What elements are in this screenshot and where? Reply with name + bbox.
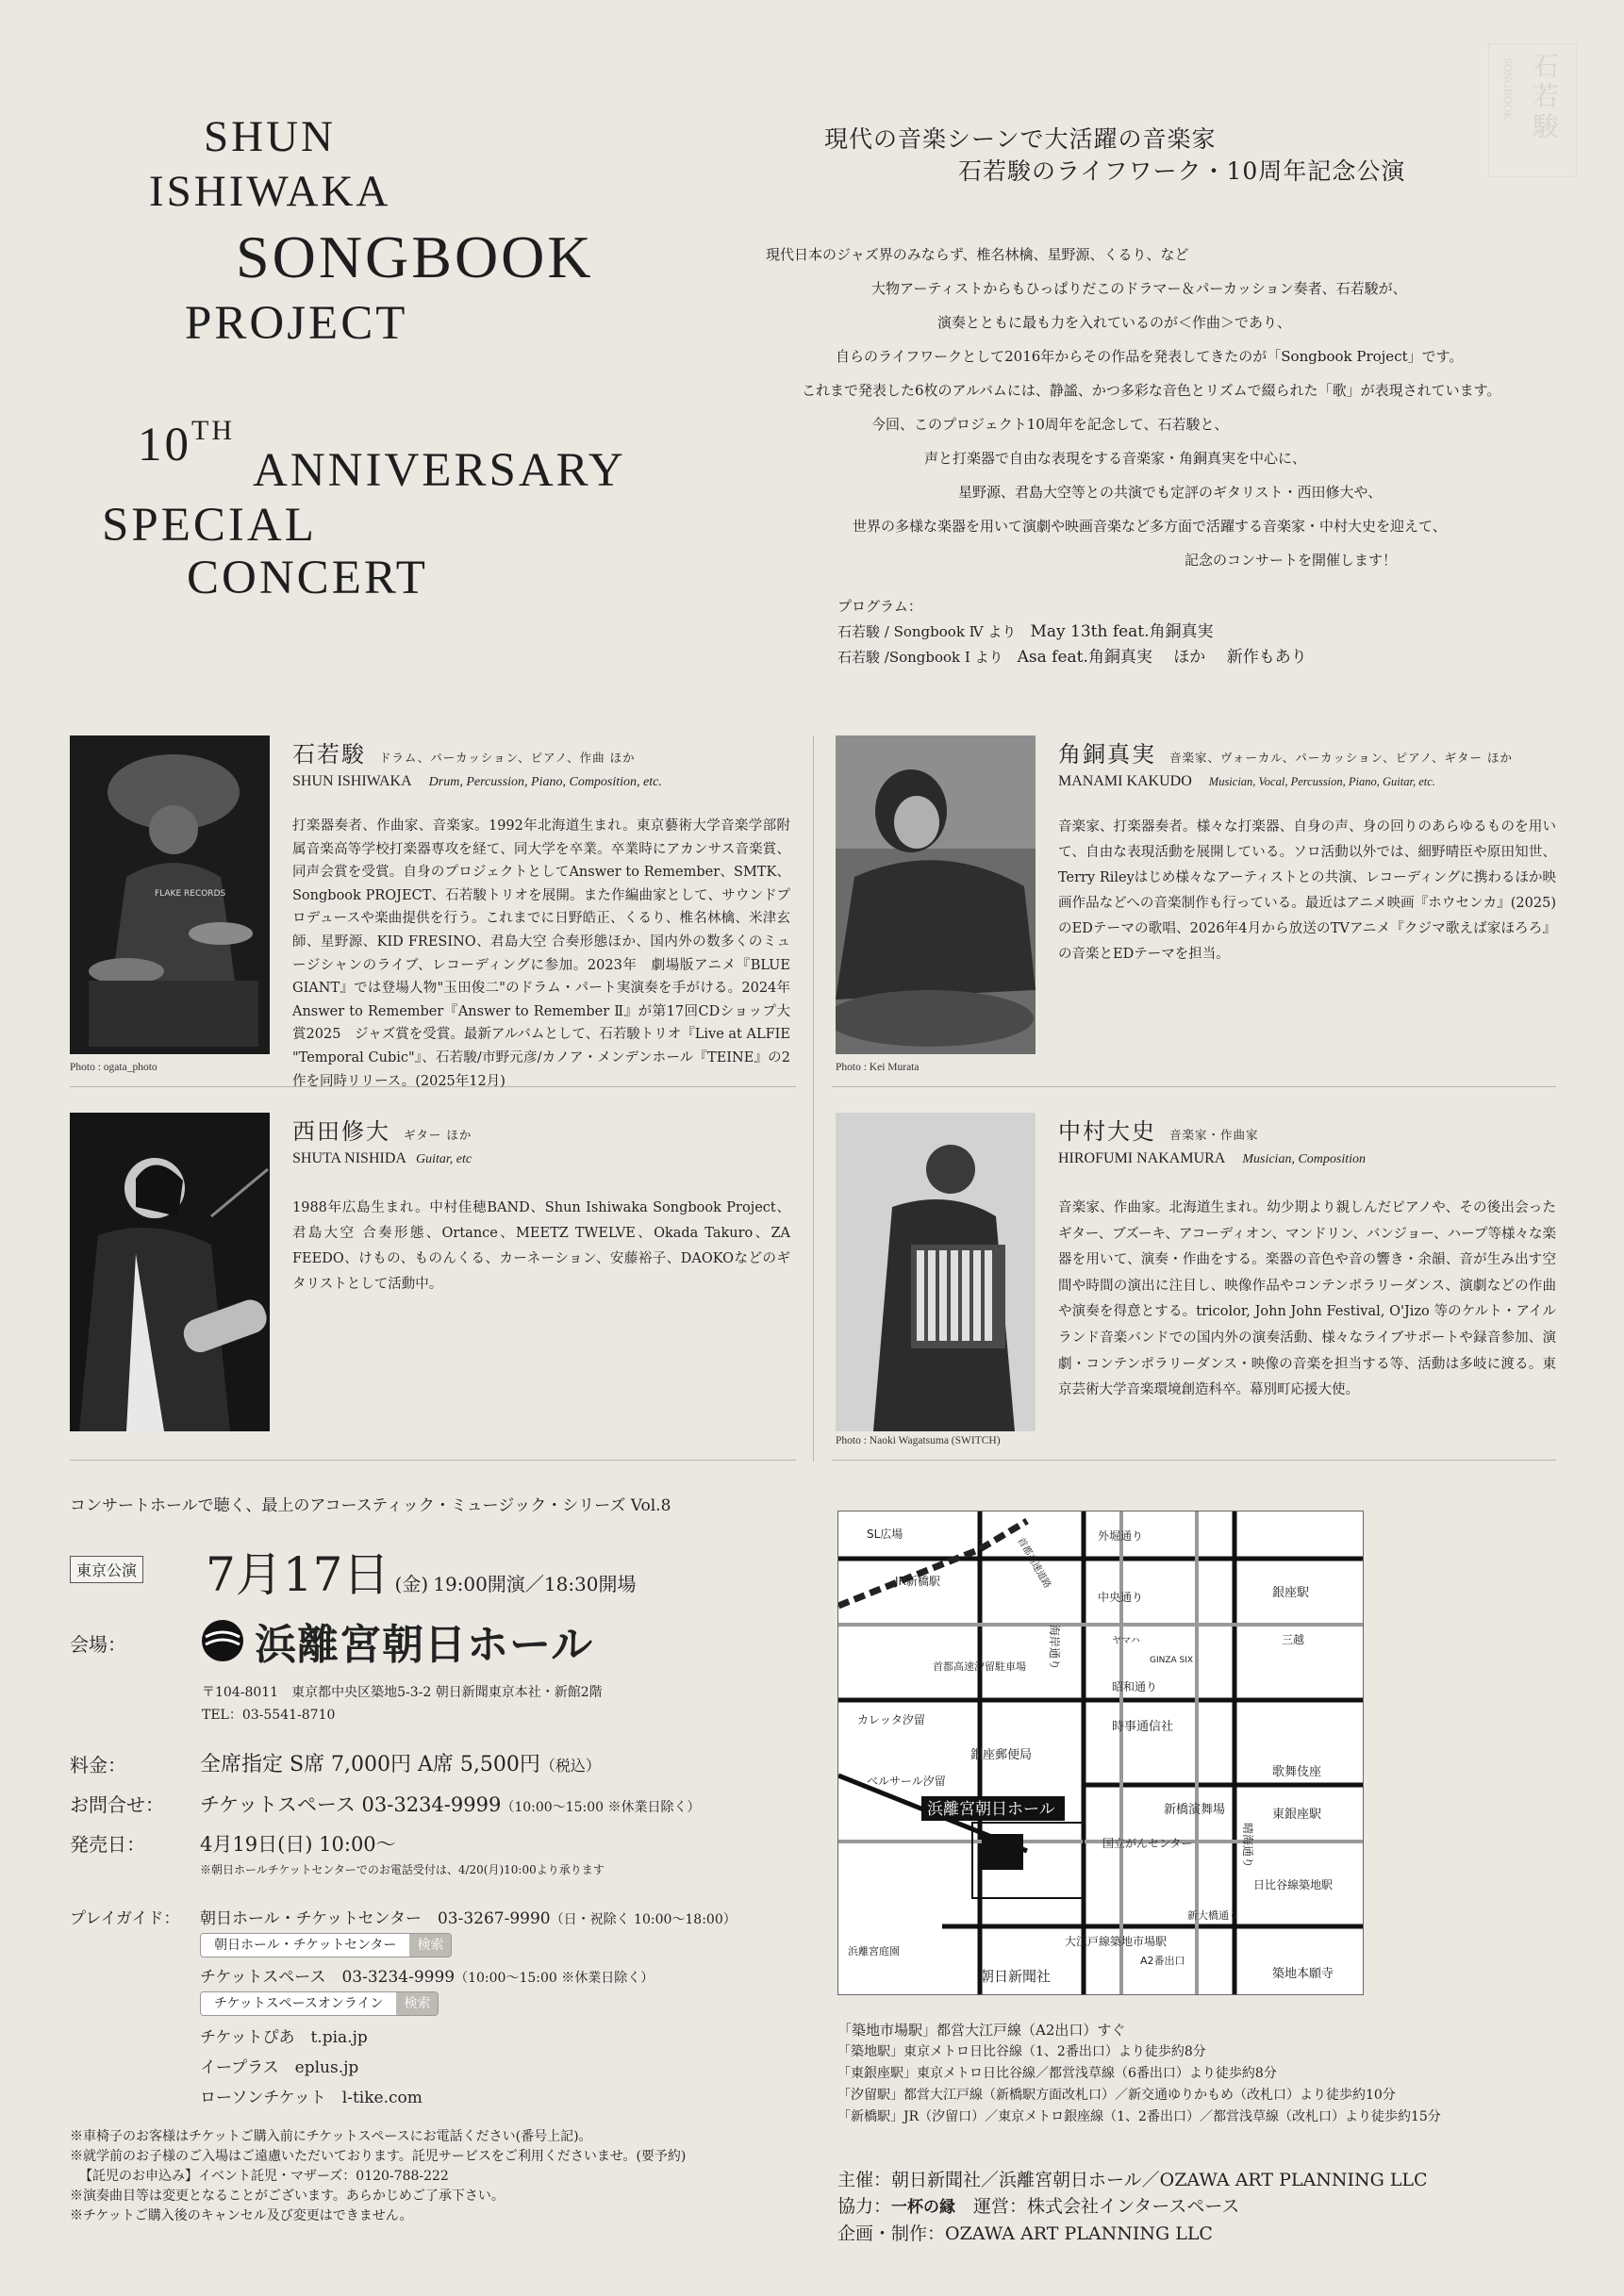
date-times: 19:00開演／18:30開場 xyxy=(433,1573,637,1595)
date-weekday: (金) xyxy=(394,1573,429,1595)
title-project: PROJECT xyxy=(185,297,408,350)
map-higashi-ginza: 東銀座駅 xyxy=(1272,1808,1322,1822)
map-sotobori: 外堀通り xyxy=(1098,1529,1144,1543)
anniv-num: 10 xyxy=(138,419,191,471)
map-caretta: カレッタ汐留 xyxy=(857,1713,925,1726)
photo-credit-ishiwaka: Photo : ogata_photo xyxy=(70,1062,157,1073)
map-hibiya: 日比谷線築地駅 xyxy=(1253,1878,1334,1891)
artist-bio-nishida: 1988年広島生まれ。中村佳穂BAND、Shun Ishiwaka Songbook Project、君島大空 合奏形態、Ortance、MEETZ TWELVE、Okada Takuro、ZA FEEDO、けもの、ものんくる、カーネーション、安藤裕子、DAOKOなどのギタリストとして活動中。 xyxy=(292,1200,790,1292)
coop-logo: 一杯の縁 xyxy=(891,2198,956,2217)
artist-name-en: SHUN ISHIWAKA xyxy=(292,773,412,789)
program-item-2: 石若駿 /Songbook Ⅰ より Asa feat.角銅真実 ほか 新作もあり xyxy=(837,648,1307,667)
artist-name-en: MANAMI KAKUDO xyxy=(1058,773,1192,789)
title-ishiwaka: ISHIWAKA xyxy=(149,167,391,216)
playguide-label: プレイガイド： xyxy=(70,1909,180,1928)
intro-line: 今回、このプロジェクト10周年を記念して、石若駿と、 xyxy=(871,416,1229,433)
map-kaigan: 海岸通り xyxy=(1048,1625,1061,1671)
venue-logo xyxy=(200,1611,593,1671)
map-kabukiza: 歌舞伎座 xyxy=(1272,1765,1322,1779)
headline-2: 石若駿のライフワーク・10周年記念公演 xyxy=(958,157,1406,185)
artist-role-en: Guitar, etc xyxy=(415,1152,472,1166)
playguide-pia: チケットぴあ t.pia.jp xyxy=(200,2028,368,2047)
series-title: コンサートホールで聴く、最上のアコースティック・ミュージック・シリーズ Vol.8 xyxy=(70,1496,671,1515)
artist-name-en: SHUTA NISHIDA xyxy=(292,1150,406,1166)
map-hama-rikyu: 浜離宮庭園 xyxy=(848,1945,900,1957)
map-shin-ohashi: 新大橋通り xyxy=(1187,1909,1239,1922)
anniv-word: ANNIVERSARY xyxy=(253,444,626,497)
date-main: 7月17日 xyxy=(206,1547,390,1602)
artist-header-ishiwaka xyxy=(292,735,636,768)
note-line: 【託児のお申込み】イベント託児・マザーズ：0120-788-222 xyxy=(79,2169,449,2184)
concert: CONCERT xyxy=(187,552,428,604)
artist-divider-bottom-right xyxy=(832,1460,1556,1461)
playguide-2: チケットスペース 03-3234-9999（10:00～15:00 ※休業日除く） xyxy=(200,1968,655,1987)
price-label: 料金： xyxy=(70,1754,126,1776)
artist-en-kakudo xyxy=(1058,771,1435,790)
venue-tel: TEL：03-5541-8710 xyxy=(202,1708,336,1723)
map-a2: A2番出口 xyxy=(1140,1955,1185,1967)
sale-value: 4月19日(日) 10:00～ xyxy=(200,1833,396,1856)
artist-name-jp: 角銅真実 xyxy=(1058,741,1156,768)
access-line: 「新橋駅」JR（汐留口）／東京メトロ銀座線（1、2番出口）／都営浅草線（改札口）より徒歩約15分 xyxy=(837,2109,1441,2124)
map-chuo: 中央通り xyxy=(1098,1591,1144,1604)
vertical-logo-main: 石若駿 xyxy=(1529,52,1560,142)
intro-line: 現代日本のジャズ界のみならず、椎名林檎、星野源、くるり、など xyxy=(766,246,1189,263)
access-line: 「築地駅」東京メトロ日比谷線（1、2番出口）より徒歩約8分 xyxy=(837,2044,1206,2059)
price-value: 全席指定 S席 7,000円 A席 5,500円（税込） xyxy=(200,1753,601,1776)
artist-name-jp: 西田修大 xyxy=(292,1118,390,1145)
playguide-lawson: ローソンチケット l-tike.com xyxy=(200,2089,423,2107)
artist-name-jp: 中村大史 xyxy=(1058,1118,1156,1145)
note-line: ※演奏曲目等は変更となることがございます。あらかじめご了承下さい。 xyxy=(70,2189,505,2204)
map-shin-kyobashi: 新橋演舞場 xyxy=(1164,1803,1226,1817)
artist-role-jp: ギター ほか xyxy=(404,1128,472,1142)
sale-note: ※朝日ホールチケットセンターでのお電話受付は、4/20(月)10:00より承ります xyxy=(200,1863,605,1876)
artist-photo-nishida xyxy=(70,1113,270,1431)
inquiry-label: お問合せ： xyxy=(70,1793,164,1816)
venue-logo-mark-icon xyxy=(200,1618,245,1663)
sale-label: 発売日： xyxy=(70,1833,145,1856)
access-line: 「築地市場駅」都営大江戸線（A2出口）すぐ xyxy=(837,2022,1126,2039)
program-heading: プログラム： xyxy=(837,598,922,615)
access-list xyxy=(837,2020,1441,2128)
artist-en-ishiwaka xyxy=(292,771,662,790)
special: SPECIAL xyxy=(102,499,317,552)
artist-role-jp: 音楽家、ヴォーカル、パーカッション、ピアノ、ギター ほか xyxy=(1169,751,1513,765)
notes xyxy=(70,2127,686,2226)
artist-role-jp: 音楽家・作曲家 xyxy=(1169,1128,1259,1142)
map-jr-shinbashi: JR新橋駅 xyxy=(895,1575,940,1588)
intro-line: 声と打楽器で自由な表現をする音楽家・角銅真実を中心に、 xyxy=(924,450,1307,467)
map-showa: 昭和通り xyxy=(1112,1680,1158,1693)
map-ginza-post: 銀座郵便局 xyxy=(970,1748,1033,1762)
search-button[interactable]: 検索 xyxy=(396,1992,438,2015)
vertical-logo-sub: SONGBOOK xyxy=(1501,58,1515,121)
artist-header-kakudo xyxy=(1058,735,1513,768)
artist-role-en: Musician, Composition xyxy=(1242,1152,1367,1166)
search-button[interactable]: 検索 xyxy=(409,1934,451,1957)
artist-photo-nakamura xyxy=(836,1113,1036,1431)
anniv-th: TH xyxy=(191,415,235,446)
map-sl-plaza: SL広場 xyxy=(867,1528,903,1541)
artist-role-jp: ドラム、パーカッション、ピアノ、作曲 ほか xyxy=(379,751,636,765)
intro-line: 世界の多様な楽器を用いて演劇や映画音楽など多方面で活躍する音楽家・中村大史を迎えて、 xyxy=(853,518,1447,535)
map-mitsukoshi: 三越 xyxy=(1282,1633,1305,1646)
venue-label: 会場： xyxy=(70,1633,126,1656)
artist-bio-ishiwaka: 打楽器奏者、作曲家、音楽家。1992年北海道生まれ。東京藝術大学音楽学部附属音楽高等学校打楽器専攻を経て、同大学を卒業。卒業時にアカンサス音楽賞、同声会賞を受賞。自身のプロジェクトとしてAnswer to Remember、SMTK、Songbook PROJECT、石若駿トリオを展開。また作編曲家として、サウンドプロデュースや楽曲提供を行う。これまでに日野皓正、くるり、椎名林檎、米津玄師、星野源、KID FRESINO、君島大空 合奏形態ほか、国内外の数多くのミュージシャンのライブ、レコーディングに参加。2023年 劇場版アニメ『BLUE GIANT』では登場人物"玉田俊二"のドラム・パート実演奏を手がける。2024年 Answer to Remember『Answer to Remember Ⅱ』が第17回CDショップ大賞2025 ジャズ賞を受賞。最新アルバムとして、石若駿トリオ『Live at ALFIE "Temporal Cubic"』、石若駿/市野元彦/カノア・メンデンホール『TEINE』の2作を同時リリース。(2025年12月) xyxy=(292,818,790,1089)
artist-bio-nakamura: 音楽家、作曲家。北海道生まれ。幼少期より親しんだピアノや、その後出会ったギター、ブズーキ、アコーディオン、マンドリン、バンジョー、ハープ等様々な楽器を用いて、演奏・作曲をする。楽器の音色や音の響き・余韻、音が生み出す空間や時間の演出に注目し、映像作品やコンテンポラリーダンス、演劇などの作曲や演奏を得意とする。tricolor, John John Festival, O'Jizo 等のケルト・アイルランド音楽バンドでの国内外の演奏活動、様々なライブサポートや録音参加、演劇・コンテンポラリーダンス・映像の音楽を担当する等、活動は多岐に渡る。東京芸術大学音楽環境創造科卒。幕別町応援大使。 xyxy=(1058,1200,1556,1398)
artist-en-nishida xyxy=(292,1148,472,1167)
map-oedo: 大江戸線築地市場駅 xyxy=(1065,1935,1168,1948)
playguide-1: 朝日ホール・チケットセンター 03-3267-9990（日・祝除く 10:00～18:00） xyxy=(200,1909,737,1928)
map-honganji: 築地本願寺 xyxy=(1272,1967,1334,1981)
map-shuto: 首都高速道路 xyxy=(1015,1536,1052,1591)
map-yamaha: ヤマハ xyxy=(1112,1636,1140,1646)
artist-header-nakamura xyxy=(1058,1113,1259,1146)
access-map xyxy=(837,1511,1364,1995)
org-sponsor: 主催：朝日新聞社／浜離宮朝日ホール／OZAWA ART PLANNING LLC xyxy=(837,2170,1428,2190)
map-bellesalle: ベルサール汐留 xyxy=(867,1775,946,1788)
program xyxy=(837,594,1307,670)
note-line: ※車椅子のお客様はチケットご購入前にチケットスペースにお電話ください(番号上記)。 xyxy=(70,2129,592,2144)
shirt-text: FLAKE RECORDS xyxy=(155,889,226,899)
intro-text xyxy=(0,238,1624,577)
photo-credit-kakudo: Photo : Kei Murata xyxy=(836,1062,920,1073)
search-asahi-ticket[interactable]: 朝日ホール・チケットセンター 検索 xyxy=(200,1933,452,1957)
artist-name-jp: 石若駿 xyxy=(292,741,366,768)
map-ginza-six: GINZA SIX xyxy=(1150,1656,1194,1665)
map-cancer: 国立がんセンター xyxy=(1102,1837,1193,1850)
map-ginza-st: 銀座駅 xyxy=(1272,1586,1310,1600)
artist-bio-kakudo: 音楽家、打楽器奏者。様々な打楽器、自身の声、身の回りのあらゆるものを用いて、自由な表現活動を展開している。ソロ活動以外では、細野晴臣や原田知世、Terry Rileyはじめ様々なアーティストとの共演、レコーディングに携わるほか映画作品などへの音楽制作も行っている。最近はアニメ映画『ホウセンカ』(2025)のEDテーマの歌唱、2026年4月から放送のTVアニメ『クジマ歌えば家ほろろ』の音楽とEDテーマを担当。 xyxy=(1058,819,1556,962)
map-harumi: 晴海通り xyxy=(1241,1823,1254,1869)
intro-line: 演奏とともに最も力を入れているのが＜作曲＞であり、 xyxy=(937,314,1292,331)
artist-name-en: HIROFUMI NAKAMURA xyxy=(1058,1150,1226,1166)
intro-line: 自らのライフワークとして2016年からその作品を発表してきたのが「Songbook Project」です。 xyxy=(836,348,1464,365)
note-line: ※就学前のお子様のご入場はご遠慮いただいております。託児サービスをご利用くださいませ。(要予約) xyxy=(70,2149,687,2164)
artist-photo-kakudo xyxy=(836,735,1036,1054)
organizers xyxy=(837,2167,1428,2247)
headline-1: 現代の音楽シーンで大活躍の音楽家 xyxy=(824,125,1217,153)
event-date xyxy=(206,1537,637,1605)
title-songbook: SONGBOOK xyxy=(236,223,594,290)
vertical-logo xyxy=(1488,43,1577,177)
program-item-1: 石若駿 / Songbook Ⅳ より May 13th feat.角銅真実 xyxy=(837,622,1214,641)
artist-role-en: Drum, Percussion, Piano, Composition, etc. xyxy=(428,775,662,789)
inquiry-value: チケットスペース 03-3234-9999（10:00～15:00 ※休業日除く） xyxy=(200,1793,701,1816)
note-line: ※チケットご購入後のキャンセル及び変更はできません。 xyxy=(70,2208,413,2223)
intro-line: これまで発表した6枚のアルバムには、静謐、かつ多彩な音色とリズムで綴られた「歌」が表現されています。 xyxy=(802,382,1501,399)
artist-header-nishida xyxy=(292,1113,472,1146)
venue-logo-text: 浜離宮朝日ホール xyxy=(255,1621,594,1669)
map-venue-label: 浜離宮朝日ホール xyxy=(927,1800,1055,1819)
search-ticketspace[interactable]: チケットスペースオンライン 検索 xyxy=(200,1991,439,2016)
org-coop: 協力：一杯の縁 運営：株式会社インタースペース xyxy=(837,2196,1240,2217)
map-parking: 首都高速汐留駐車場 xyxy=(933,1660,1026,1673)
artist-divider-bottom-left xyxy=(70,1460,796,1461)
org-planning: 企画・制作：OZAWA ART PLANNING LLC xyxy=(837,2223,1213,2244)
intro-line: 星野源、君島大空等との共演でも定評のギタリスト・西田修大や、 xyxy=(958,484,1383,501)
title-shun: SHUN xyxy=(204,112,336,161)
venue-address: 〒104-8011 東京都中央区築地5-3-2 朝日新聞東京本社・新館2階 xyxy=(202,1685,603,1700)
artist-divider-vertical xyxy=(813,735,814,1462)
map-asahi: 朝日新聞社 xyxy=(980,1968,1052,1985)
access-line: 「汐留駅」都営大江戸線（新橋駅方面改札口）／新交通ゆりかもめ（改札口）より徒歩約10分 xyxy=(837,2088,1396,2103)
intro-line: 大物アーティストからもひっぱりだこのドラマー＆パーカッション奏者、石若駿が、 xyxy=(871,280,1407,297)
artist-role-en: Musician, Vocal, Percussion, Piano, Guitar, etc. xyxy=(1208,775,1435,788)
access-line: 「東銀座駅」東京メトロ日比谷線／都営浅草線（6番出口）より徒歩約8分 xyxy=(837,2066,1277,2081)
map-jiji: 時事通信社 xyxy=(1112,1720,1174,1734)
playguide-eplus: イープラス eplus.jp xyxy=(200,2058,359,2077)
intro-line: 記念のコンサートを開催します！ xyxy=(1185,552,1398,569)
artist-divider-right xyxy=(832,1086,1556,1087)
artist-en-nakamura xyxy=(1058,1148,1366,1167)
city-tag: 東京公演 xyxy=(70,1556,143,1583)
artist-photo-ishiwaka xyxy=(70,735,270,1054)
photo-credit-nakamura: Photo : Naoki Wagatsuma (SWITCH) xyxy=(836,1435,1001,1446)
